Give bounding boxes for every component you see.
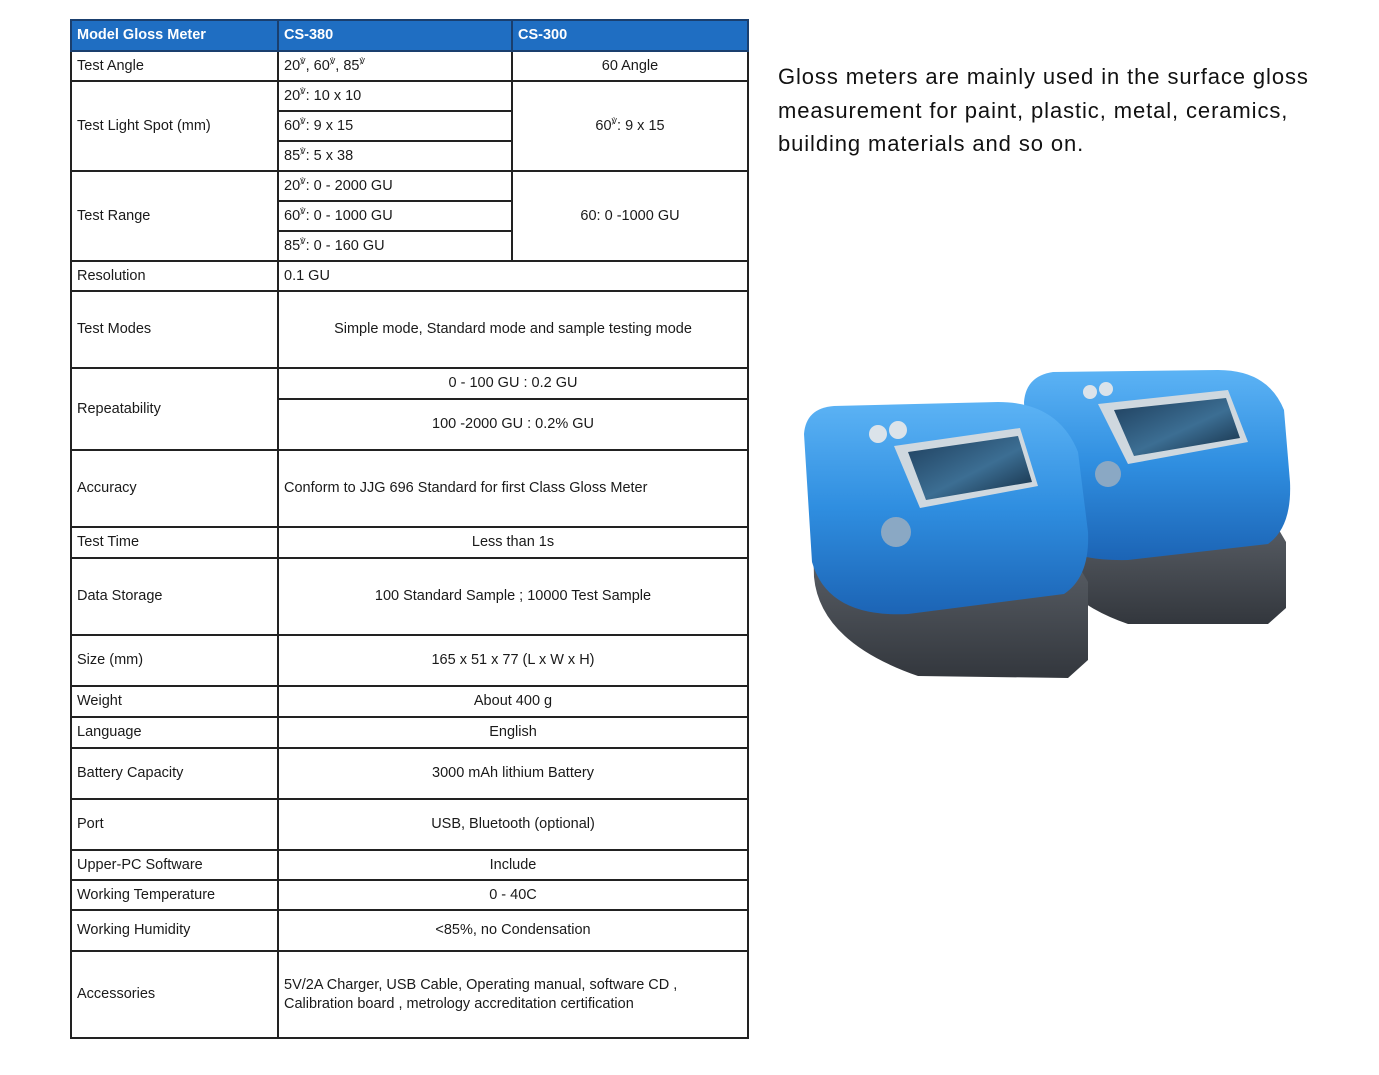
cs380-range-85: 85℣: 0 - 160 GU — [278, 231, 512, 261]
row-test-time — [71, 527, 748, 558]
degree-mark: ℣ — [329, 57, 336, 67]
row-data-storage — [71, 558, 748, 635]
row-test-range — [71, 171, 748, 201]
row-test-modes — [71, 291, 748, 368]
cs380-light-spot-60: 60℣: 9 x 15 — [278, 111, 512, 141]
cs300-light-spot: 60℣: 9 x 15 — [512, 81, 748, 171]
cs380-range-60: 60℣: 0 - 1000 GU — [278, 201, 512, 231]
row-resolution — [71, 261, 748, 291]
value-size: 165 x 51 x 77 (L x W x H) — [278, 635, 748, 686]
row-accuracy — [71, 450, 748, 527]
row-humidity — [71, 910, 748, 951]
value-port: USB, Bluetooth (optional) — [278, 799, 748, 850]
header-row — [71, 20, 748, 51]
value-test-time: Less than 1s — [278, 527, 748, 558]
cs380-light-spot-85: 85℣: 5 x 38 — [278, 141, 512, 171]
header-cs380: CS-380 — [278, 20, 512, 51]
row-software — [71, 850, 748, 880]
label-software: Upper-PC Software — [71, 850, 278, 880]
label-test-range: Test Range — [71, 171, 278, 261]
label-light-spot: Test Light Spot (mm) — [71, 81, 278, 171]
row-battery — [71, 748, 748, 799]
label-resolution: Resolution — [71, 261, 278, 291]
value-resolution: 0.1 GU — [278, 261, 748, 291]
cs380-test-angle: 20℣, 60℣, 85℣ — [278, 51, 512, 81]
label-test-time: Test Time — [71, 527, 278, 558]
degree-mark: ℣ — [300, 177, 306, 187]
device-front — [804, 402, 1088, 678]
degree-mark: ℣ — [611, 117, 618, 127]
value-data-storage: 100 Standard Sample ; 10000 Test Sample — [278, 558, 748, 635]
label-accessories: Accessories — [71, 951, 278, 1038]
header-cs300: CS-300 — [512, 20, 748, 51]
row-light-spot — [71, 81, 748, 111]
row-accessories — [71, 951, 748, 1038]
row-test-angle — [71, 51, 748, 81]
label-temperature: Working Temperature — [71, 880, 278, 910]
row-size — [71, 635, 748, 686]
value-repeatability-b: 100 -2000 GU : 0.2% GU — [278, 399, 748, 450]
label-port: Port — [71, 799, 278, 850]
label-repeatability: Repeatability — [71, 368, 278, 450]
label-battery: Battery Capacity — [71, 748, 278, 799]
row-repeatability — [71, 368, 748, 399]
label-language: Language — [71, 717, 278, 748]
value-accuracy: Conform to JJG 696 Standard for first Class Gloss Meter — [278, 450, 748, 527]
degree-mark: ℣ — [300, 117, 306, 127]
degree-mark: ℣ — [300, 57, 306, 67]
value-weight: About 400 g — [278, 686, 748, 717]
degree-mark: ℣ — [300, 147, 306, 157]
header-model: Model Gloss Meter — [71, 20, 278, 51]
degree-mark: ℣ — [300, 87, 306, 97]
value-language: English — [278, 717, 748, 748]
row-weight — [71, 686, 748, 717]
row-language — [71, 717, 748, 748]
gloss-meter-product-image — [798, 362, 1298, 692]
label-test-angle: Test Angle — [71, 51, 278, 81]
degree-mark: ℣ — [359, 57, 365, 67]
cs300-test-angle: 60 Angle — [512, 51, 748, 81]
value-battery: 3000 mAh lithium Battery — [278, 748, 748, 799]
label-test-modes: Test Modes — [71, 291, 278, 368]
label-weight: Weight — [71, 686, 278, 717]
value-test-modes: Simple mode, Standard mode and sample testing mode — [278, 291, 748, 368]
description-text: Gloss meters are mainly used in the surface gloss measurement for paint, plastic, metal, ceramics, building materials and so on. — [778, 64, 1309, 156]
label-accuracy: Accuracy — [71, 450, 278, 527]
value-repeatability-a: 0 - 100 GU : 0.2 GU — [278, 368, 748, 399]
cs380-light-spot-20: 20℣: 10 x 10 — [278, 81, 512, 111]
cs380-range-20: 20℣: 0 - 2000 GU — [278, 171, 512, 201]
value-humidity: <85%, no Condensation — [278, 910, 748, 951]
value-temperature: 0 - 40C — [278, 880, 748, 910]
value-accessories: 5V/2A Charger, USB Cable, Operating manual, software CD , Calibration board , metrology accreditation certification — [278, 951, 748, 1038]
label-data-storage: Data Storage — [71, 558, 278, 635]
row-temperature — [71, 880, 748, 910]
degree-mark: ℣ — [300, 207, 306, 217]
label-size: Size (mm) — [71, 635, 278, 686]
cs300-range: 60: 0 -1000 GU — [512, 171, 748, 261]
value-software: Include — [278, 850, 748, 880]
degree-mark: ℣ — [300, 237, 306, 247]
label-humidity: Working Humidity — [71, 910, 278, 951]
spec-table — [70, 19, 749, 1039]
row-port — [71, 799, 748, 850]
